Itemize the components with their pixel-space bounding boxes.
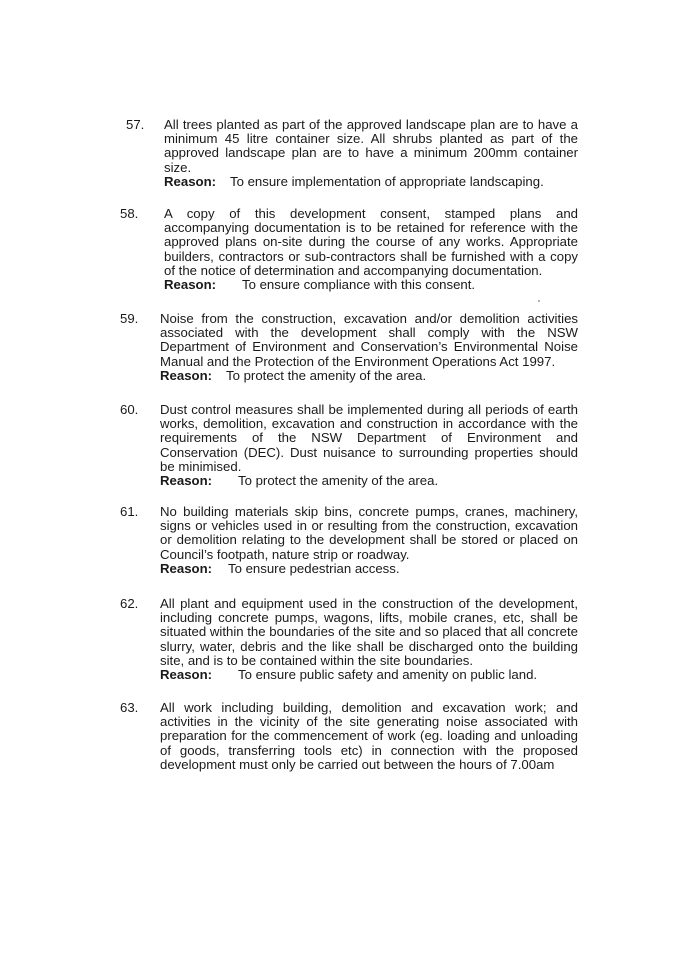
clause-reason [160, 562, 590, 577]
clause-60 [120, 403, 590, 489]
clause-number: 63. [120, 700, 139, 715]
reason-text: To ensure implementation of appropriate landscaping. [230, 173, 544, 189]
clause-59 [120, 312, 590, 383]
clause-text: A copy of this development consent, stamped plans and accompanying documentation is to be retained for reference with the approved plans on-site during the course of any works. Appropriate builders, contractors or sub-contractors shall be furnished with a copy of the notice of determination and accompanying documentation. [164, 206, 578, 278]
clause-number: 62. [120, 596, 139, 611]
clause-text: No building materials skip bins, concrete pumps, cranes, machinery, signs or vehicles used in or resulting from the construction, excavation or demolition relating to the development shall be stored or placed on Council’s footpath, nature strip or roadway. [160, 504, 578, 562]
reason-label: Reason: [160, 667, 213, 683]
reason-text: To protect the amenity of the area. [226, 367, 427, 383]
reason-label: Reason: [160, 367, 213, 383]
clause-text: All work including building, demolition and excavation work; and activities in the vicinity of the site generating noise associated with preparation for the commencement of work (eg. loading and unloading of goods, transferring tools etc) in connection with the proposed development must only be carried out between the hours of 7.00am [160, 700, 578, 772]
clause-number: 57. [126, 117, 145, 132]
clause-62 [120, 597, 590, 683]
clause-57 [120, 118, 590, 189]
reason-text: To protect the amenity of the area. [238, 473, 439, 489]
clause-number: 61. [120, 504, 139, 519]
clause-number: 60. [120, 402, 139, 417]
clause-reason [160, 668, 590, 683]
clause-text: All trees planted as part of the approved landscape plan are to have a minimum 45 litre container size. All shrubs planted as part of the approved landscape plan are to have a minimum 200mm container size. [164, 117, 578, 175]
reason-text: To ensure compliance with this consent. [242, 277, 476, 293]
clause-61 [120, 505, 590, 576]
reason-label: Reason: [160, 473, 213, 489]
clause-reason [164, 175, 590, 190]
reason-label: Reason: [160, 560, 213, 576]
reason-text: To ensure public safety and amenity on public land. [238, 667, 538, 683]
clause-text: Dust control measures shall be implemented during all periods of earth works, demolition, excavation and construction in accordance with the requirements of the NSW Department of Environment and Conservation (DEC). Dust nuisance to surrounding properties should be minimised. [160, 402, 578, 474]
reason-label: Reason: [164, 277, 217, 293]
clause-63 [120, 701, 590, 772]
clause-reason [160, 474, 590, 489]
clause-text: Noise from the construction, excavation and/or demolition activities associated with the development shall comply with the NSW Department of Environment and Conservation’s Environmental Noise Manual and the Protection of the Environment Operations Act 1997. [160, 311, 578, 369]
clause-text: All plant and equipment used in the construction of the development, including concrete pumps, wagons, lifts, mobile cranes, etc, shall be situated within the boundaries of the site and so placed that all concrete slurry, water, debris and the like shall be discharged onto the building site, and is to be contained within the site boundaries. [160, 596, 578, 668]
clause-reason [164, 278, 590, 293]
clause-58 [120, 207, 590, 293]
clause-number: 58. [120, 206, 139, 221]
reason-label: Reason: [164, 173, 217, 189]
clause-number: 59. [120, 311, 139, 326]
scan-speck [538, 300, 540, 302]
clause-reason [160, 369, 590, 384]
reason-text: To ensure pedestrian access. [228, 560, 400, 576]
